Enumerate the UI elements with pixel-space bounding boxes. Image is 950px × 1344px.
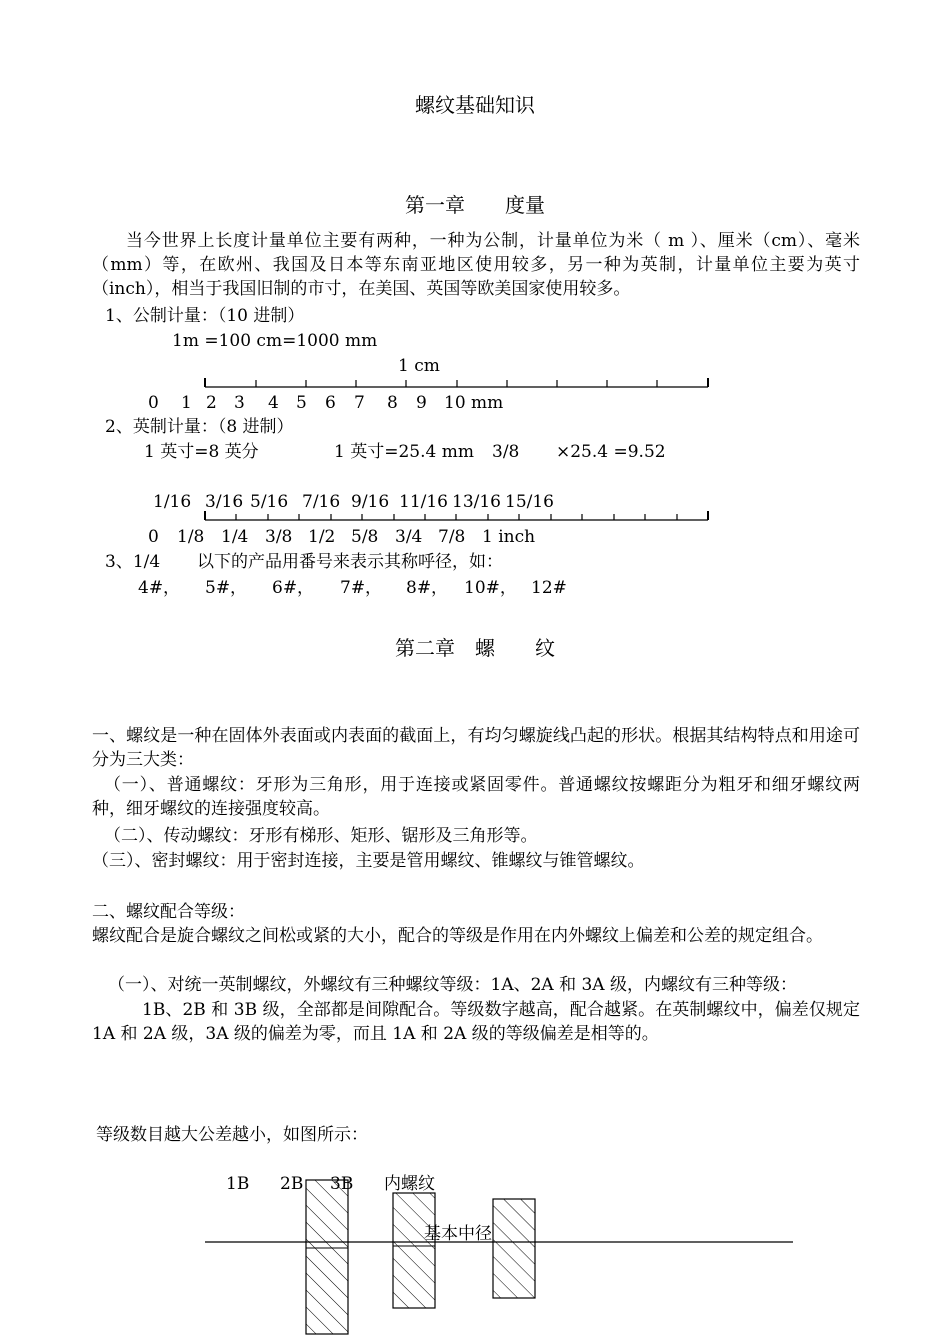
tolerance-zone-2 bbox=[393, 1193, 435, 1308]
chapter2-para-5: 螺纹配合是旋合螺纹之间松或紧的大小，配合的等级是作用在内外螺纹上偏差和公差的规定组合。 bbox=[92, 926, 823, 946]
number-size: 7#， bbox=[340, 578, 383, 598]
metric-label: 9 bbox=[416, 393, 427, 413]
imperial-bottom-label: 7/8 bbox=[438, 527, 466, 547]
number-size: 12# bbox=[531, 578, 567, 598]
imperial-top-label: 3/16 bbox=[205, 492, 244, 512]
imperial-top-label: 7/16 bbox=[302, 492, 341, 512]
chapter1-intro: 当今世界上长度计量单位主要有两种，一种为公制，计量单位为米（ m ）、厘米（cm）、毫米（mm）等，在欧州、我国及日本等东南亚地区使用较多，另一种为英制，计量单位主要为英寸（inch），相当于我国旧制的市寸，在美国、英国等欧美国家使用较多。 bbox=[92, 231, 860, 299]
figure-label-2b: 2B bbox=[280, 1174, 304, 1194]
chapter2-para-2: （一）、普通螺纹：牙形为三角形，用于连接或紧固零件。普通螺纹按螺距分为粗牙和细牙螺纹两种，细牙螺纹的连接强度较高。 bbox=[92, 775, 860, 819]
metric-ruler bbox=[205, 378, 708, 387]
chapter2-para-3: （二）、传动螺纹：牙形有梯形、矩形、锯形及三角形等。 bbox=[104, 826, 538, 846]
tolerance-zone-3 bbox=[493, 1199, 535, 1298]
imperial-top-label: 5/16 bbox=[250, 492, 289, 512]
imperial-bottom-label: 1 inch bbox=[482, 527, 536, 547]
imperial-top-label: 13/16 bbox=[452, 492, 501, 512]
figure-label-3b: 3B bbox=[330, 1174, 354, 1194]
metric-label: 8 bbox=[387, 393, 398, 413]
chapter1-heading: 第一章 度量 bbox=[405, 193, 545, 217]
imperial-top-label: 11/16 bbox=[399, 492, 448, 512]
imperial-bottom-label: 1/8 bbox=[177, 527, 205, 547]
figure-label-internal-thread: 内螺纹 bbox=[384, 1174, 435, 1194]
metric-label: 6 bbox=[325, 393, 336, 413]
metric-label: 10 mm bbox=[444, 393, 504, 413]
imperial-equation-4: ×25.4 =9.52 bbox=[556, 442, 666, 462]
imperial-bottom-label: 0 bbox=[148, 527, 159, 547]
figure-label-basic-pitch: 基本中径 bbox=[424, 1224, 492, 1244]
imperial-bottom-label: 5/8 bbox=[351, 527, 379, 547]
chapter2-para-6a: （一）、对统一英制螺纹，外螺纹有三种螺纹等级：1A、2A 和 3A 级，内螺纹有三种等级： bbox=[108, 975, 797, 995]
imperial-bottom-label: 3/8 bbox=[265, 527, 293, 547]
number-size: 6#， bbox=[272, 578, 315, 598]
metric-label: 1 bbox=[181, 393, 192, 413]
metric-heading: 1、公制计量：（10 进制） bbox=[105, 306, 305, 326]
number-size: 4#， bbox=[138, 578, 181, 598]
metric-label: 7 bbox=[354, 393, 365, 413]
metric-label: 3 bbox=[234, 393, 245, 413]
metric-equation: 1m =100 cm=1000 mm bbox=[172, 331, 378, 351]
imperial-top-label: 15/16 bbox=[505, 492, 554, 512]
chapter2-para-6b: 1B、2B 和 3B 级，全部都是间隙配合。等级数字越高，配合越紧。在英制螺纹中，偏差仅规定 1A 和 2A 级，3A 级的偏差为零，而且 1A 和 2A 级的等级偏差是相等的。 bbox=[92, 1000, 860, 1044]
imperial-equation-3: 3/8 bbox=[492, 442, 520, 462]
number-size: 8#， bbox=[406, 578, 449, 598]
imperial-top-label: 9/16 bbox=[351, 492, 390, 512]
imperial-bottom-label: 3/4 bbox=[395, 527, 423, 547]
chapter2-heading: 第二章 螺 纹 bbox=[395, 636, 555, 660]
metric-ruler-caption: 1 cm bbox=[398, 356, 440, 376]
imperial-bottom-label: 1/4 bbox=[221, 527, 249, 547]
metric-label: 0 bbox=[148, 393, 159, 413]
metric-label: 2 bbox=[206, 393, 217, 413]
number-size: 5#， bbox=[205, 578, 248, 598]
chapter2-para-7: 等级数目越大公差越小，如图所示： bbox=[96, 1125, 368, 1145]
numbers-heading-rest: 以下的产品用番号来表示其称呼径，如： bbox=[197, 552, 503, 572]
metric-label: 5 bbox=[296, 393, 307, 413]
chapter2-para-1: 一、螺纹是一种在固体外表面或内表面的截面上，有均匀螺旋线凸起的形状。根据其结构特点和用途可分为三大类： bbox=[92, 726, 860, 770]
metric-label: 4 bbox=[268, 393, 279, 413]
document-title: 螺纹基础知识 bbox=[415, 93, 535, 117]
tolerance-figure bbox=[205, 1180, 793, 1334]
imperial-equation-1: 1 英寸=8 英分 bbox=[144, 442, 259, 462]
numbers-heading: 3、1/4 bbox=[105, 552, 161, 572]
figure-label-1b: 1B bbox=[226, 1174, 250, 1194]
imperial-bottom-label: 1/2 bbox=[308, 527, 336, 547]
tolerance-zone-1 bbox=[306, 1180, 348, 1334]
imperial-equation-2: 1 英寸=25.4 mm bbox=[334, 442, 474, 462]
chapter2-para-4: （三）、密封螺纹：用于密封连接，主要是管用螺纹、锥螺纹与锥管螺纹。 bbox=[92, 851, 645, 871]
imperial-top-label: 1/16 bbox=[153, 492, 192, 512]
chapter2-para-5-heading: 二、螺纹配合等级： bbox=[92, 902, 245, 922]
number-size: 10#， bbox=[464, 578, 517, 598]
imperial-heading: 2、英制计量：（8 进制） bbox=[105, 417, 294, 437]
